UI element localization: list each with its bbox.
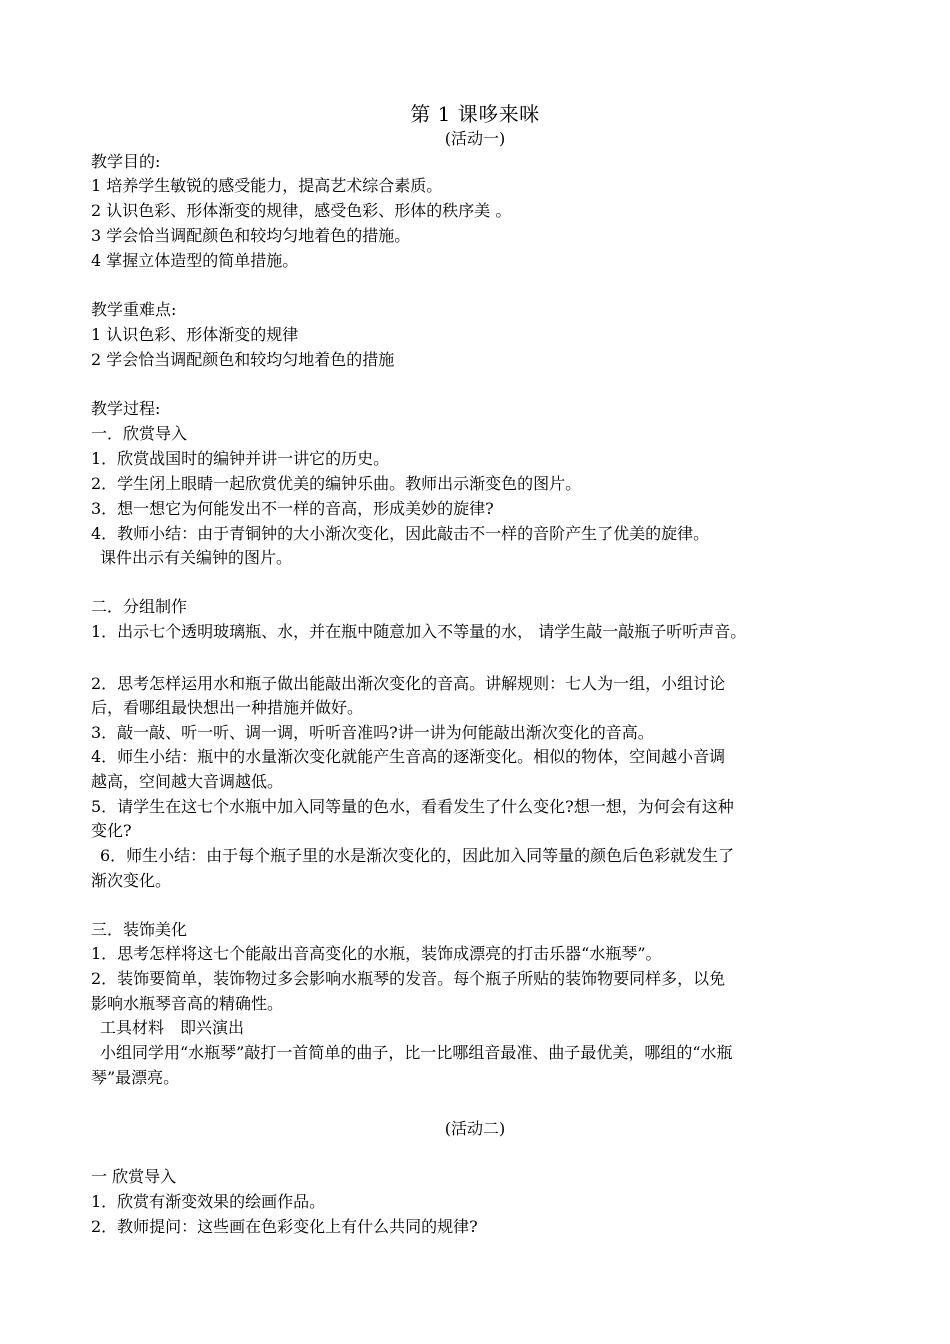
process-line: 2．学生闭上眼睛一起欣赏优美的编钟乐曲。教师出示渐变色的图片。 [91, 474, 582, 493]
section-heading: 一 欣赏导入 [91, 1167, 177, 1186]
goals-heading: 教学目的: [91, 152, 161, 171]
goal-item: 3 学会恰当调配颜色和较均匀地着色的措施。 [91, 226, 411, 245]
section-heading: 三．装饰美化 [91, 920, 188, 939]
section-heading: 一．欣赏导入 [91, 424, 188, 443]
process-line: 2．装饰要简单，装饰物过多会影响水瓶琴的发音。每个瓶子所贴的装饰物要同样多，以免 [91, 969, 726, 988]
process-line: 工具材料 即兴演出 [100, 1018, 245, 1037]
difficulty-item: 2 学会恰当调配颜色和较均匀地着色的措施 [91, 350, 395, 369]
process-line: 后，看哪组最快想出一种措施并做好。 [91, 698, 364, 717]
activity-one-label: (活动一) [444, 129, 506, 148]
process-line: 2．教师提问：这些画在色彩变化上有什么共同的规律? [91, 1217, 478, 1236]
activity-two-label: (活动二) [444, 1119, 506, 1138]
process-line: 1．思考怎样将这七个能敲出音高变化的水瓶，装饰成漂亮的打击乐器“水瓶琴”。 [91, 944, 662, 963]
process-line: 课件出示有关编钟的图片。 [100, 548, 293, 567]
process-line: 2．思考怎样运用水和瓶子做出能敲出渐次变化的音高。讲解规则：七人为一组，小组讨论 [91, 674, 726, 693]
process-line: 3．敲一敲、听一听、调一调，听听音准吗?讲一讲为何能敲出渐次变化的音高。 [91, 723, 654, 742]
process-line: 渐次变化。 [91, 871, 172, 890]
goal-item: 2 认识色彩、形体渐变的规律，感受色彩、形体的秩序美 。 [91, 201, 512, 220]
process-line: 4．师生小结：瓶中的水量渐次变化就能产生音高的逐渐变化。相似的物体，空间越小音调 [91, 747, 726, 766]
process-line: 1．欣赏有渐变效果的绘画作品。 [91, 1192, 326, 1211]
section-heading: 二．分组制作 [91, 597, 188, 616]
difficulty-heading: 教学重难点: [91, 300, 177, 319]
process-line: 6．师生小结：由于每个瓶子里的水是渐次变化的，因此加入同等量的颜色后色彩就发生了 [100, 846, 735, 865]
process-line: 越高，空间越大音调越低。 [91, 772, 284, 791]
process-line: 4．教师小结：由于青铜钟的大小渐次变化，因此敲击不一样的音阶产生了优美的旋律。 [91, 524, 710, 543]
process-heading: 教学过程: [91, 399, 161, 418]
difficulty-item: 1 认识色彩、形体渐变的规律 [91, 325, 299, 344]
process-line: 3．想一想它为何能发出不一样的音高，形成美妙的旋律? [91, 499, 494, 518]
goal-item: 4 掌握立体造型的简单措施。 [91, 251, 299, 270]
lesson-title: 第 1 课哆来咪 [410, 102, 540, 126]
process-line: 影响水瓶琴音高的精确性。 [91, 994, 284, 1013]
process-line: 变化? [91, 821, 132, 840]
goal-item: 1 培养学生敏锐的感受能力，提高艺术综合素质。 [91, 176, 443, 195]
process-line: 1．欣赏战国时的编钟并讲一讲它的历史。 [91, 449, 390, 468]
process-line: 小组同学用“水瓶琴”敲打一首简单的曲子，比一比哪组音最准、曲子最优美，哪组的“水瓶 [100, 1043, 733, 1062]
process-line: 1．出示七个透明玻璃瓶、水，并在瓶中随意加入不等量的水， 请学生敲一敲瓶子听听声音。 [91, 622, 747, 641]
process-line: 5．请学生在这七个水瓶中加入同等量的色水，看看发生了什么变化?想一想，为何会有这种 [91, 797, 734, 816]
process-line: 琴”最漂亮。 [91, 1068, 180, 1087]
